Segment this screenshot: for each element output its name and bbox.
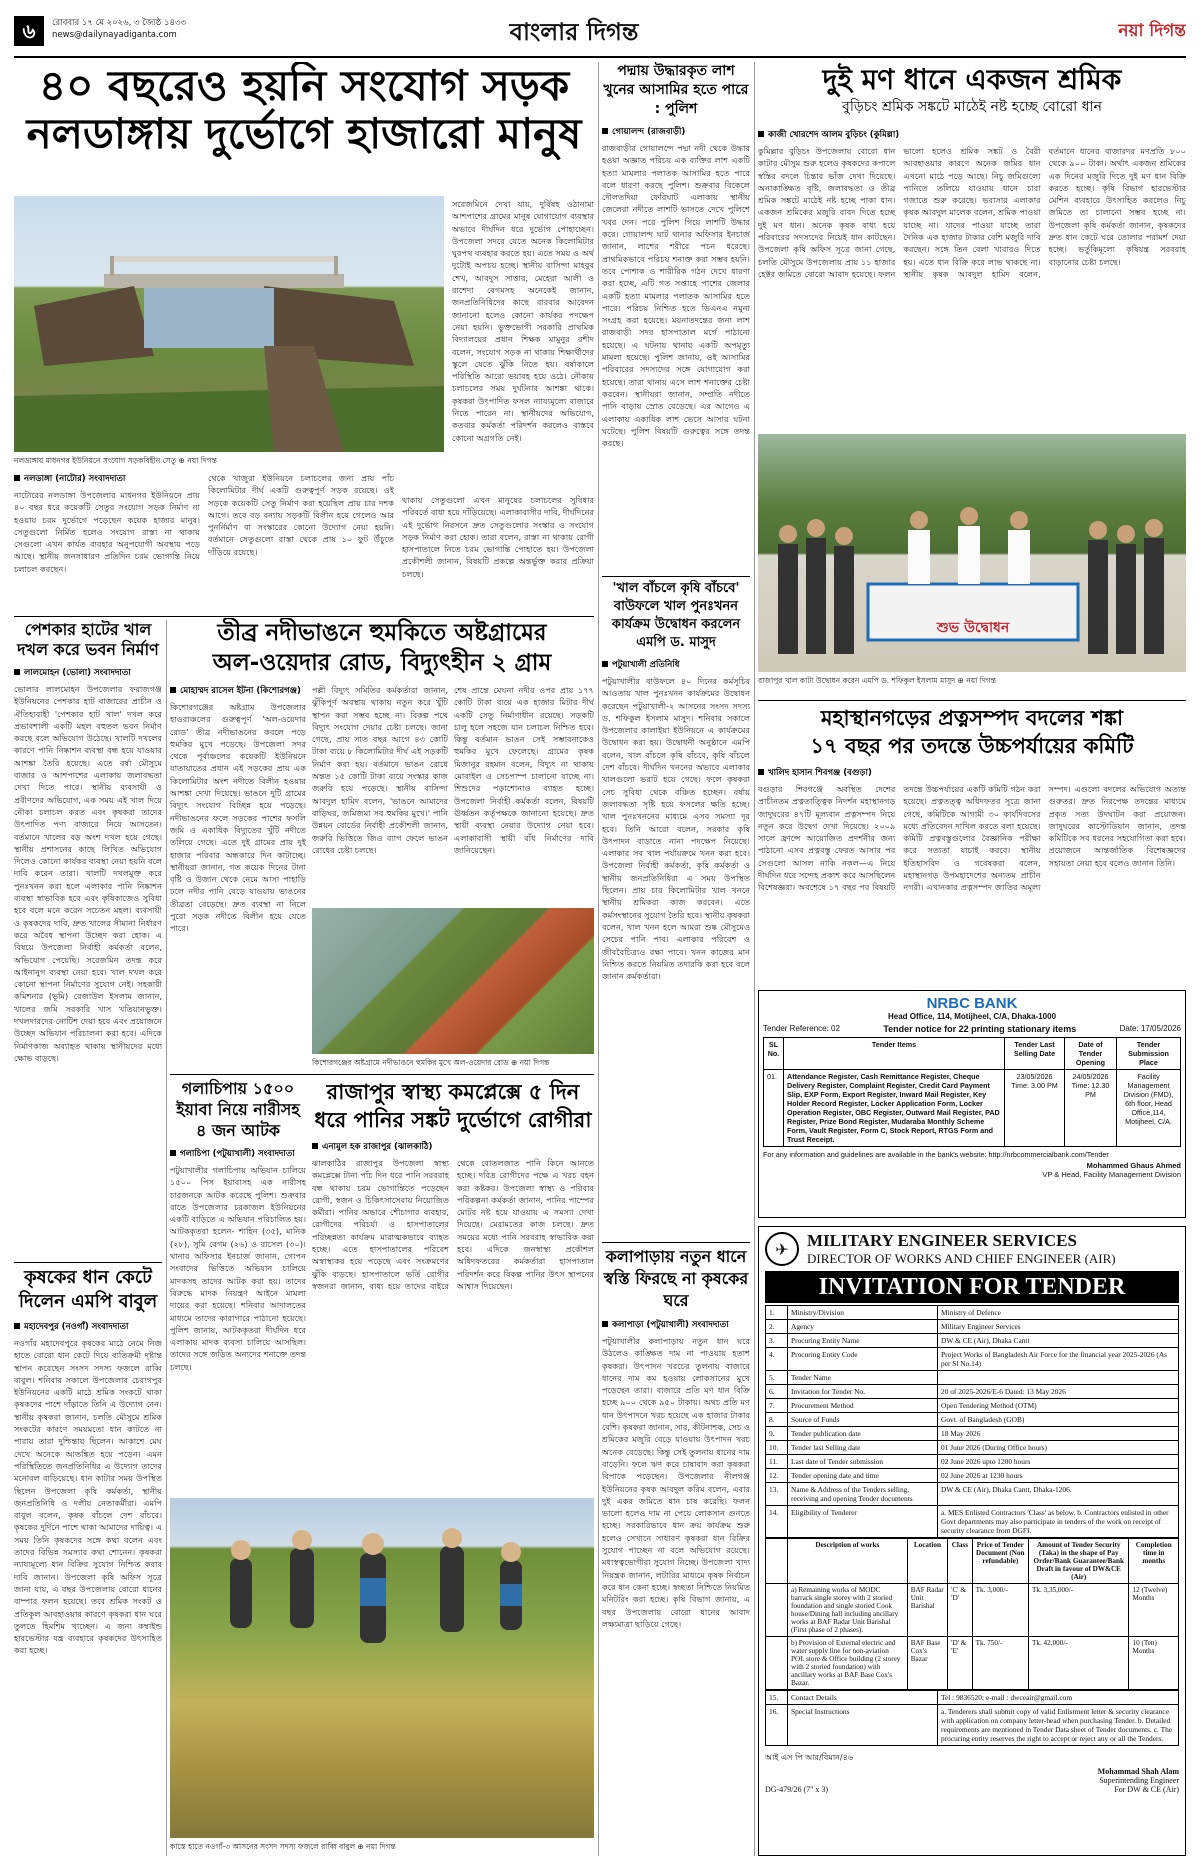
babul-body: নওগাঁর মহাদেবপুরে কৃষকের মাঠে নেমে নিজ হাতে বোরো ধান কেটে দিয়ে ব্যতিক্রমী দৃষ্টান্ত স্থাপন করেছেন সংসদ সদস্য ফজলে রাব্বি বাবুল। শনিবার সকালে উপজেলার চেরাগপুর ইউনিয়নের একটি মাঠে শ্রমিক সংকটে থাকা কৃষকদের পাশে দাঁড়াতে তিনি এ উদ্যোগ নেন। স্থানীয় কৃষকরা জানান, চলতি মৌসুমে শ্রমিক সংকটের কারণে সময়মতো ধান কাটতে না পারায় তারা দুশ্চিন্তায় ছিলেন। আকাশে মেঘ দেখে অনেকে আতঙ্কিত হয়ে পড়েন। এমন পরিস্থিতিতে জনপ্রতিনিধির এ উদ্যোগ তাদের মনোবল বাড়িয়েছে। ধান কাটার সময় উপস্থিত ছিলেন উপজেলা কৃষি কর্মকর্তা, স্থানীয় জনপ্রতিনিধি ও দলীয় নেতাকর্মীরা। এমপি বাবুল বলেন, কৃষক বাঁচলে দেশ বাঁচবে। কৃষকের দুর্দিনে পাশে থাকা আমাদের দায়িত্ব। এ সময় তিনি কৃষকদের সঙ্গে কথা বলেন এবং তাদের বিভিন্ন সমস্যার কথা শোনেন। কৃষকরা ন্যায্যমূল্যে ধান বিক্রির সুযোগ নিশ্চিত করার দাবি জানান। উপজেলা কৃষি অফিস সূত্রে জানা যায়, এ বছর উপজেলায় বোরো ধানের বাম্পার ফলন হয়েছে। তবে শ্রমিক সংকট ও প্রতিকূল আবহাওয়ার কারণে কৃষকরা ধান ঘরে তুলতে হিমশিম খাচ্ছেন। এ জন্য কম্বাইন্ড হারভেস্টার যন্ত্র ব্যবহারে কৃষকদের উৎসাহিত করা হচ্ছে।	[14, 1338, 162, 1656]
kalapara-byline: কলাপাড়া (পটুয়াখালী) সংবাদদাতা	[602, 1318, 750, 1332]
mahasthan-headline-2: ১৭ বছর পর তদন্তে উচ্চপর্যায়ের কমিটি	[810, 734, 1134, 758]
dui-mon-text: কুমিল্লার বুড়িচং উপজেলায় বোরো ধান কাটার মৌসুম শুরু হলেও কৃষকদের কপালে স্বস্তির বদলে চিন্তার ভাঁজ দেখা দিয়েছে। অনাকাঙ্ক্ষিত বৃষ্টি, জলাবদ্ধতা ও তীব্র শ্রমিক সঙ্কটে মাঠেই নষ্ট হচ্ছে পাকা ধান। একজন শ্রমিকের মজুরি বাবদ দিতে হচ্ছে দুই মণ ধান। অনেক কৃষক বাধ্য হয়ে পরিবারের সদস্যদের নিয়েই ধান কাটছেন। উপজেলা কৃষি অফিস সূত্রে জানা গেছে, চলতি মৌসুমে উপজেলায় প্রায় ১১ হাজার হেক্টর জমিতে বোরো আবাদ হয়েছে। ফলন ভালো হলেও শ্রমিক সঙ্কট ও বৈরী আবহাওয়ার কারণে অনেক জমির ধান এখনো মাঠে পড়ে আছে। নিচু জমিগুলো পানিতে তলিয়ে যাওয়ায় ধানে চারা গজাতে শুরু করেছে। ভরাসার এলাকার কৃষক আবদুল মালেক বলেন, শ্রমিক পাওয়া যাচ্ছে না। যাদের পাওয়া যাচ্ছে তারা দৈনিক এক হাজার টাকার বেশি মজুরি দাবি করছেন। সঙ্গে তিন বেলা খাবারও দিতে হয়। এতে ধান বিক্রি করে লাভ থাকছে না। স্থানীয় কৃষক আবদুল হামিদ বলেন, বর্তমানে ধানের বাজারদর মণপ্রতি ৮০০ থেকে ৯০০ টাকা। অর্থাৎ একজন শ্রমিকের এক দিনের মজুরি দিতে দুই মণ ধান বিক্রি করতে হচ্ছে। কৃষি বিভাগ হারভেস্টার মেশিন ব্যবহারে উৎসাহিত করলেও নিচু জমিতে তা চালানো সম্ভব হচ্ছে না। উপজেলা কৃষি কর্মকর্তা জানান, কৃষকদের দ্রুত ধান কেটে ঘরে তোলার পরামর্শ দেয়া হচ্ছে। ভর্তুকিমূল্যে কৃষিযন্ত্র সরবরাহ বাড়ানোর চেষ্টা চলছে।	[758, 146, 1186, 279]
article-peshkar	[14, 620, 162, 1260]
mes-works-table: Description of works Location Class Price of Tender Document (Non refundable) Amount of Tender Security (Taka) in the shape of Pay Order/Bank Guarantee/Bank Draft in favour of DW&CE (Air) Completion time in months a) Remaining works of MODC barrack single storey with 2 storied foundation and single storied Cook house/Dining hall including ancillary works at BAF Radar Unit Barishal (First phase of 2 phases). BAF Radar Unit Barishal 'C' & 'D' Tk. 3,000/- Tk. 3,35,000/- 12 (Twelve) Months b) Provision of External electric and water supply line for non-aviation POL store & Office building (2 storey with 2 storied foundation) with ancillary works at BAF Base Cox's Bazar. BAF Base Cox's Bazar 'D' & 'E' Tk. 750/- Tk. 42,000/- 10 (Ten) Months	[765, 1538, 1179, 1690]
nrbc-logo: NRBC BANK	[926, 995, 1018, 1012]
khal-inauguration-photo	[758, 434, 1186, 672]
mes-info-row: 3. Procuring Entity Name DW & CE (Air), Dhaka Cantt	[766, 1334, 1179, 1348]
nrbc-tender-ad	[758, 990, 1186, 1218]
dui-mon-byline: কাজী খোরশেদ আলম বুড়িচং (কুমিল্লা)	[758, 128, 1186, 142]
nrbc-ref: Tender Reference: 02	[763, 1024, 840, 1033]
rajapur-byline: এনামুল হক রাজাপুর (ঝালকাঠি)	[312, 1140, 594, 1154]
lead-body-col-2: থেকে খাজুরা ইউনিয়নে চলাচলের জন্য প্রায় পাঁচ কিলোমিটার দীর্ঘ একটি গুরুত্বপূর্ণ সড়ক রয়েছে। ওই সড়কে কয়েকটি সেতু নির্মাণ করা হয়েছিল প্রায় চার দশক আগে। তবে বড় বন্যায় সড়কটি বিলীন হয়ে গেলেও আর পুনর্নির্মাণ বা সংস্কারের কোনো উদ্যোগ নেয়া হয়নি। বর্তমানে সেতুগুলো রাস্তা থেকে প্রায় ১০ ফুট উঁচুতে দাঁড়িয়ে রয়েছে।	[208, 473, 394, 557]
lead-headline-line-1: ৪০ বছরেও হয়নি সংযোগ সড়ক	[38, 62, 570, 110]
nrbc-signatory: Mohammed Ghaus Ahmed	[1086, 1161, 1181, 1170]
galachipa-body: পটুয়াখালীর গলাচিপায় অভিযান চালিয়ে ১৫০০ পিস ইয়াবাসহ এক নারীসহ চারজনকে আটক করেছে পুলিশ। শুক্রবার রাতে উপজেলার চরকাজল ইউনিয়নের একটি বাড়িতে এ অভিযান পরিচালিত হয়। আটককৃতরা হলেন- শাহিন (৩৫), মানিক (২৮), সুমি বেগম (২৬) ও রাসেল (৩০)। থানার অফিসার ইনচার্জ জানান, গোপন সংবাদের ভিত্তিতে অভিযান চালিয়ে মাদকসহ তাদের আটক করা হয়। তাদের বিরুদ্ধে মাদক নিয়ন্ত্রণ আইনে মামলা দায়ের করা হয়েছে। শনিবার আদালতের মাধ্যমে তাদের কারাগারে পাঠানো হয়েছে। পুলিশ জানায়, আটককৃতরা দীর্ঘদিন ধরে এলাকায় মাদক ব্যবসা চালিয়ে আসছিল। তাদের সঙ্গে জড়িত অন্যদের শনাক্তে তদন্ত চলছে।	[170, 1165, 306, 1372]
babul-photo-caption: কাস্তে হাতে নওগাঁ-৩ আসনের সংসদ সদস্য ফজলে রাব্বি বাবুল ⊕ নয়া দিগন্ত	[170, 1842, 396, 1851]
logo: নয়া দিগন্ত	[1118, 21, 1186, 41]
river-body-1: কিশোরগঞ্জের অষ্টগ্রাম উপজেলার হাওরাঞ্চলের গুরুত্বপূর্ণ 'অল-ওয়েদার রোড' তীব্র নদীভাঙনের কবলে পড়ে হুমকির মুখে পড়েছে। উপজেলা সদর থেকে পূর্বাঞ্চলের কয়েকটি ইউনিয়নে যাতায়াতের প্রধান এই সড়কের প্রায় এক কিলোমিটার অংশ নদীতে বিলীন হওয়ার আশঙ্কা দেখা দিয়েছে। ভাঙনে দুটি গ্রামের বিদ্যুৎ সংযোগ বিচ্ছিন্ন হয়ে পড়েছে। নদীভাঙনের ফলে সড়কের পাশের ফসলি জমি ও একাধিক বিদ্যুতের খুঁটি নদীতে তলিয়ে গেছে। এতে দুই গ্রামের প্রায় দুই হাজার পরিবার অন্ধকারে দিন কাটাচ্ছে। স্থানীয়রা জানান, গত কয়েক দিনের টানা বৃষ্টি ও উজান থেকে নেমে আসা পাহাড়ি ঢলে নদীর পানি বেড়ে যাওয়ায় ভাঙনের তীব্রতা বেড়েছে। দ্রুত ব্যবস্থা না নিলে পুরো সড়ক নদীতে বিলীন হয়ে যেতে পারে।	[170, 702, 306, 934]
mes-info-row: 4. Procuring Entity Code Project Works of Bangladesh Air Force for the financial year 2025-2026 (As per Sl No.14)	[766, 1348, 1179, 1371]
river-col-3: শেষ প্রান্তে মেঘনা নদীর ওপর প্রায় ১৭৭ কোটি টাকা ব্যয়ে এক হাজার মিটার দীর্ঘ একটি সেতু নির্মাণাধীন রয়েছে। সড়কটি চালু হলে সহজে যান চলাচল নিশ্চিত হবে। কিন্তু বর্তমান ভাঙন সেই সম্ভাবনাকেও হুমকির মুখে ফেলেছে। গ্রামের কৃষক মিজানুর রহমান বলেন, বিদ্যুৎ না থাকায় মোবাইল ও সেচপাম্প চালানো যাচ্ছে না। শিশুদের পড়াশোনাও ব্যাহত হচ্ছে। উপজেলা নির্বাহী কর্মকর্তা বলেন, বিষয়টি ঊর্ধ্বতন কর্তৃপক্ষকে জানানো হয়েছে। দ্রুত স্থায়ী ব্যবস্থা নেয়ার উদ্যোগ নেয়া হবে। এলাকাবাসী স্থায়ী বাঁধ নির্মাণের দাবি জানিয়েছেন।	[454, 685, 594, 855]
river-byline: মোহাম্মদ রাসেল ইটনা (কিশোরগঞ্জ)	[170, 684, 306, 698]
river-headline-2: অল-ওয়েদার রোড, বিদ্যুৎহীন ২ গ্রাম	[212, 650, 552, 676]
mes-info-row: 10. Tender last Selling date 01 June 2026 (During Office hours)	[766, 1441, 1179, 1455]
galachipa-headline: গলাচিপায় ১৫০০ ইয়াবা নিয়ে নারীসহ ৪ জন আটক	[176, 1079, 300, 1140]
khal-photo-caption: রাজাপুর খাল কাটা উদ্বোধন করেন এমপি ড. শফিকুল ইসলাম মাসুদ ⊕ নয়া দিগন্ত	[758, 676, 996, 685]
lead-body-col-3: থাকায় সেতুগুলো এখন মানুষের চলাচলের সুবিধার পরিবর্তে বাধা হয়ে দাঁড়িয়েছে। এলাকাবাসীর দাবি, দীর্ঘদিনের এই দুর্ভোগ নিরসনে দ্রুত সেতুগুলোর সংস্কার ও সংযোগ সড়ক নির্মাণ করা হোক। তারা বলেন, রাস্তা না থাকায় রোগী হাসপাতালে নিতে চরম ভোগান্তি পোহাতে হয়। উপজেলা প্রকৌশলী জানান, বিষয়টি প্রকল্পে অন্তর্ভুক্ত করার প্রক্রিয়া চলছে।	[402, 495, 594, 579]
rajapur-headline: রাজাপুর স্বাস্থ্য কমপ্লেক্সে ৫ দিন ধরে পানির সঙ্কট দুর্ভোগে রোগীরা	[314, 1080, 592, 1132]
khal-body: পটুয়াখালীর বাউফলে ৪০ দিনের কর্মসূচির আওতায় খাল পুনঃখনন কার্যক্রমের উদ্বোধন করেছেন পটুয়াখালী-২ আসনের সংসদ সদস্য ড. শফিকুল ইসলাম মাসুদ। শনিবার সকালে উপজেলার কালাইয়া ইউনিয়নে এ কার্যক্রমের উদ্বোধন করা হয়। উদ্বোধনী অনুষ্ঠানে এমপি বলেন, খাল বাঁচলে কৃষি বাঁচবে, কৃষি বাঁচলে দেশ বাঁচবে। দীর্ঘদিন খননের অভাবে এলাকার খালগুলো ভরাট হয়ে গেছে। ফলে কৃষকরা সেচ সুবিধা থেকে বঞ্চিত হচ্ছেন। বর্ষায় জলাবদ্ধতা সৃষ্টি হয়ে ফসলের ক্ষতি হচ্ছে। খাল পুনঃখননের মাধ্যমে এসব সমস্যা দূর হবে। তিনি আরো বলেন, সরকার কৃষি উৎপাদন বাড়াতে নানা পদক্ষেপ নিয়েছে। এলাকার সব খাল পর্যায়ক্রমে খনন করা হবে। উপজেলা নির্বাহী কর্মকর্তা, কৃষি কর্মকর্তা ও স্থানীয় জনপ্রতিনিধিরা এ সময় উপস্থিত ছিলেন। প্রায় চার কিলোমিটার খাল খননে স্থানীয় শ্রমিকরা কাজ করবেন। এতে কর্মসংস্থানের সুযোগ তৈরি হবে। স্থানীয় কৃষকরা বলেন, খাল খনন হলে আমরা শুষ্ক মৌসুমেও সেচের পানি পাব। এলাকার পরিবেশ ও জীববৈচিত্র্যও রক্ষা পাবে। খনন কাজের মান নিশ্চিত করতে নিয়মিত তদারকি করা হবে বলে জানান কর্মকর্তারা।	[602, 676, 750, 982]
galachipa-byline: গলাচিপা (পটুয়াখালী) সংবাদদাতা	[170, 1147, 306, 1161]
mes-org-1: MILITARY ENGINEER SERVICES	[807, 1231, 1077, 1250]
lead-side-text: সরেজমিনে দেখা যায়, দুর্বিষহ ওঠানামা আশপাশের গ্রামের মানুষ যোগাযোগ ব্যবস্থার অভাবে দীর্ঘদিন ধরে দুর্ভোগ পোহাচ্ছেন। উপজেলা সদরে যেতে অনেক কিলোমিটার ঘুরপথ ব্যবহার করতে হয়। এতে সময় ও অর্থ দুটোই অপচয় হচ্ছে। স্থানীয় বাসিন্দা মাহবুব শেখ, আবদুস সাত্তার, মেহেরা আলী ও রাশেদা বেগমসহ অনেকেই জানান, জনপ্রতিনিধিদের কাছে বারবার আবেদন জানানো হলেও কোনো কার্যকর পদক্ষেপ নেয়া হয়নি। ভুক্তভোগী সরকারি প্রাথমিক বিদ্যালয়ের প্রধান শিক্ষক মামুনুর রশীদ বলেন, সংযোগ সড়ক না থাকায় শিক্ষার্থীদের স্কুলে যেতে ঝুঁকি নিতে হয়। বর্ষাকালে পরিস্থিতি আরো ভয়াবহ হয়ে ওঠে। নৌকায় চলাচলের সময় দুর্ঘটনার আশঙ্কা থাকে। কৃষকরা উৎপাদিত ফসল ন্যায্যমূল্যে বাজারে নিতে পারেন না। স্থানীয়দের অভিযোগ, কতবার কর্মকর্তা পরিদর্শন করলেও বাস্তবে কোনো অগ্রগতি নেই।	[452, 199, 594, 443]
mes-info-row: 12. Tender opening date and time 02 June 2026 at 1230 hours	[766, 1469, 1179, 1483]
nrbc-signatory-title: VP & Head, Facility Management Division	[1042, 1170, 1181, 1179]
river-col-2: পল্লী বিদ্যুৎ সমিতির কর্মকর্তারা জানান, ঝুঁকিপূর্ণ অবস্থায় থাকায় নতুন করে খুঁটি স্থাপন করা সম্ভব হচ্ছে না। বিকল্প পথে বিদ্যুৎ সংযোগ দেয়ার চেষ্টা চলছে। জানা গেছে, প্রায় সাত বছর আগে ৪৩ কোটি টাকা ব্যয়ে ৮ কিলোমিটার দীর্ঘ এই সড়কটি নির্মাণ করা হয়। বর্তমানে ভাঙন রোধে অন্তত ১৫ কোটি টাকা ব্যয়ে সংস্কার কাজ জরুরি হয়ে পড়েছে। স্থানীয় বাসিন্দা আবদুল হামিদ বলেন, 'ভাঙনে আমাদের বাড়িঘর, জমিজমা সব হুমকির মুখে।' পানি উন্নয়ন বোর্ডের নির্বাহী প্রকৌশলী জানান, জরুরি ভিত্তিতে জিও ব্যাগ ফেলে ভাঙন রোধের চেষ্টা চলছে।	[312, 685, 448, 855]
article-mahasthan	[758, 704, 1186, 984]
date-line: রোববার ১৭ মে ২০২৬, ৩ জ্যৈষ্ঠ ১৪৩৩	[52, 18, 187, 28]
mes-info-table	[765, 1305, 1179, 1538]
khal-headline: 'খাল বাঁচলে কৃষি বাঁচবে' বাউফলে খাল পুনঃখনন কার্যক্রম উদ্বোধন করলেন এমপি ড. মাসুদ	[611, 581, 741, 650]
lead-headline	[14, 62, 594, 160]
mes-info-row: 1. Ministry/Division Ministry of Defence	[766, 1306, 1179, 1320]
kalapara-body: পটুয়াখালীর কলাপাড়ায় নতুন ধান ঘরে উঠলেও কাঙ্ক্ষিত দাম না পাওয়ায় হতাশ কৃষকরা। উৎপাদন খরচের তুলনায় বাজারে ধানের দাম কম হওয়ায় লোকসানের মুখে পড়েছেন তারা। বাজারে প্রতি মণ ধান বিক্রি হচ্ছে ৯০০ থেকে ৯৫০ টাকায়। অথচ প্রতি মণ ধান উৎপাদনে খরচ হয়েছে এক হাজার টাকার বেশি। কৃষকরা জানান, সার, কীটনাশক, সেচ ও শ্রমিকের মজুরি বেড়ে যাওয়ায় উৎপাদন খরচ অনেক বেড়েছে। কিন্তু সেই তুলনায় ধানের দাম বাড়েনি। ফলে ঋণ করে চাষাবাদ করা কৃষকরা বিপাকে পড়েছেন। উপজেলার নীলগঞ্জ ইউনিয়নের কৃষক আবদুল করিম বলেন, এবার দুই একর জমিতে ধান চাষ করেছি। ফলন ভালো হলেও দাম না পেয়ে লোকসান গুনতে হচ্ছে। সরকারিভাবে ধান ক্রয় কার্যক্রম শুরু হলেও সেখানে সাধারণ কৃষকরা ধান বিক্রির সুযোগ পাচ্ছেন না বলে অভিযোগ রয়েছে। মধ্যস্বত্বভোগীরা সুযোগ নিচ্ছে। উপজেলা খাদ্য নিয়ন্ত্রক জানান, লটারির মাধ্যমে কৃষক নির্বাচন করে ধান কেনা হচ্ছে। স্বচ্ছতা নিশ্চিতে নিয়মিত মনিটরিং করা হচ্ছে। কৃষি বিভাগ জানায়, এ বছর উপজেলায় বোরো ধানের আবাদ লক্ষ্যমাত্রা ছাড়িয়ে গেছে।	[602, 1336, 750, 1629]
river-photo-caption: কিশোরগঞ্জের অষ্টগ্রামে নদীভাঙনে হুমকির মুখে অল-ওয়েদার রোড ⊕ নয়া দিগন্ত	[312, 1058, 550, 1067]
lead-body-1: নাটোরের নলডাঙ্গা উপজেলার মাধনগর ইউনিয়নে প্রায় ৪০ বছর ধরে কয়েকটি সেতুর সংযোগ সড়ক নির্মাণ না হওয়ায় চরম দুর্ভোগে পড়েছেন কয়েক হাজার মানুষ। সেতুগুলো নির্মিত হলেও সংযোগ রাস্তা না থাকায় সেগুলো এখন কার্যত ব্যবহার অনুপযোগী অবস্থায় পড়ে আছে। স্থানীয় জনসাধারণ প্রতিদিন চরম ভোগান্তি নিয়ে চলাচল করছেন।	[14, 490, 200, 574]
lead-photo	[14, 196, 444, 452]
mahasthan-headline-1: মহাস্থানগড়ের প্রত্নসম্পদ বদলের শঙ্কা	[820, 706, 1124, 730]
mahasthan-byline: খালিদ হাসান শিবগঞ্জ (বগুড়া)	[758, 766, 1186, 780]
dui-mon-body	[758, 128, 1186, 428]
kalapara-headline: কলাপাড়ায় নতুন ধানে স্বস্তি ফিরছে না কৃষকের ঘরে	[603, 1247, 749, 1310]
padma-byline: গোয়ালন্দ (রাজবাড়ী)	[602, 125, 750, 139]
mes-org-2: DIRECTOR OF WORKS AND CHIEF ENGINEER (AIR)	[807, 1251, 1116, 1266]
section-title: বাংলার দিগন্ত	[509, 18, 639, 46]
mes-info-row: 2. Agency Military Engineer Services	[766, 1320, 1179, 1334]
mes-info-row: 8. Source of Funds Govt. of Bangladesh (GOB)	[766, 1413, 1179, 1427]
mes-emblem-icon: ✈	[765, 1232, 799, 1266]
article-dui-mon	[758, 62, 1186, 122]
padma-headline: পদ্মায় উদ্ধারকৃত লাশ খুনের আসামির হতে পারে : পুলিশ	[603, 63, 749, 117]
river-col-1	[170, 684, 306, 1064]
dui-mon-subhead: বুড়িচং শ্রমিক সঙ্কটে মাঠেই নষ্ট হচ্ছে বোরো ধান	[842, 99, 1102, 115]
mes-info-row: 5. Tender Name	[766, 1371, 1179, 1385]
mes-signatory-title-1: Superintending Engineer	[1099, 1776, 1179, 1785]
mes-work-row: a) Remaining works of MODC barrack single storey with 2 storied foundation and single storied Cook house/Dining hall including ancillary works at BAF Radar Unit Barishal (First phase of 2 phases). BAF Radar Unit Barishal 'C' & 'D' Tk. 3,000/- Tk. 3,35,000/- 12 (Twelve) Months	[766, 1584, 1179, 1637]
mahasthan-body: বগুড়ার শিবগঞ্জে অবস্থিত দেশের প্রাচীনতম প্রত্নতাত্ত্বিক নিদর্শন মহাস্থানগড় জাদুঘরের ৪৭টি মূল্যবান প্রত্নসম্পদ নিয়ে নতুন করে উদ্বেগ দেখা দিয়েছে। ২০০৯ সালে ফ্রান্সে আয়োজিত প্রদর্শনীর জন্য পাঠানো এসব প্রত্নবস্তু ফেরত আসার পর সেগুলো আসল নাকি নকল—এ নিয়ে দীর্ঘদিন ধরে সন্দেহ প্রকাশ করে আসছিলেন বিশেষজ্ঞরা। অবশেষে ১৭ বছর পর বিষয়টি তদন্তে উচ্চপর্যায়ের একটি কমিটি গঠন করা হয়েছে। প্রত্নতত্ত্ব অধিদফতর সূত্রে জানা গেছে, কমিটিকে আগামী ৩০ কার্যদিবসের মধ্যে প্রতিবেদন দাখিল করতে বলা হয়েছে। কমিটি প্রত্নবস্তুগুলোর বৈজ্ঞানিক পরীক্ষা করে সত্যতা যাচাই করবে। স্থানীয় ইতিহাসবিদ ও গবেষকরা বলেন, মহাস্থানগড় উপমহাদেশের অন্যতম প্রাচীন নগরী। এখানকার প্রত্নসম্পদ জাতির অমূল্য সম্পদ। এগুলো বদলের অভিযোগ অত্যন্ত গুরুতর। দ্রুত নিরপেক্ষ তদন্তের মাধ্যমে প্রকৃত সত্য উদঘাটন করা প্রয়োজন। জাদুঘরের কাস্টোডিয়ান জানান, তদন্ত কমিটিকে সব ধরনের সহযোগিতা করা হবে। প্রয়োজনে আন্তর্জাতিক বিশেষজ্ঞদের সহায়তা নেয়া হবে বলেও জানান তিনি।	[758, 784, 1186, 893]
article-galachipa	[170, 1078, 306, 1498]
mes-info-row: 13. Name & Address of the Tenders selling, receiving and opening Tender documents DW & CE (Air), Dhaka Cantt, Dhaka-1206.	[766, 1483, 1179, 1506]
mes-info-row: 11. Last date of Tender submission 02 June 2026 upto 1200 hours	[766, 1455, 1179, 1469]
mes-footer-table: 15. Contact Details Tel : 9836520; e-mail : dwceair@gmail.com 16. Special Instructions a. Tenderers shall submit copy of valid Enlistment letter & security clearance with application on company letter-head when purchasing Tender. b. Detailed requirements are mentioned in Tender Data sheet of Tender documents. c. The procuring entity reserves the right to accept or reject any or all the Tenders.	[765, 1690, 1179, 1746]
mes-tender-ad	[758, 1226, 1186, 1856]
mes-info-row: 6. Invitation for Tender No. 20 of 2025-2026/E-6 Dated: 13 May 2026	[766, 1385, 1179, 1399]
article-rajapur	[312, 1078, 594, 1498]
river-photo	[312, 908, 594, 1054]
nrbc-title: Tender notice for 22 printing stationary items	[883, 1024, 1077, 1034]
lead-byline: নলডাঙ্গা (নাটোর) সংবাদদাতা	[14, 472, 200, 486]
river-headline-1: তীব্র নদীভাঙনে হুমকিতে অষ্টগ্রামের	[217, 620, 547, 646]
peshkar-byline: লালমোহন (ভোলা) সংবাদদাতা	[14, 666, 162, 680]
article-khal	[602, 580, 750, 1240]
article-babul	[14, 1266, 162, 1856]
nrbc-date: Date: 17/05/2026	[1119, 1024, 1181, 1033]
babul-photo	[170, 1498, 594, 1838]
khal-byline: পটুয়াখালী প্রতিনিধি	[602, 658, 750, 672]
mes-isp: আই এস পি আর/বিমান/৪৬	[765, 1753, 854, 1762]
rajapur-body: ঝালকাঠির রাজাপুর উপজেলা স্বাস্থ্য কমপ্লেক্সে টানা পাঁচ দিন ধরে পানি সরবরাহ বন্ধ থাকায় চরম ভোগান্তিতে পড়েছেন রোগী, স্বজন ও চিকিৎসাসেবায় নিয়োজিত কর্মীরা। পানির অভাবে শৌচাগার ব্যবহার, রোগীদের পরিচর্যা ও হাসপাতালের পরিচ্ছন্নতা কার্যক্রম মারাত্মকভাবে ব্যাহত হচ্ছে। এতে হাসপাতালের পরিবেশ অস্বাস্থ্যকর হয়ে পড়েছে এবং সংক্রমণের ঝুঁকি বাড়ছে। হাসপাতালে ভর্তি রোগীর স্বজনরা জানান, বাধ্য হয়ে তাদের বাইরে থেকে বোতলজাত পানি কিনে আনতে হচ্ছে। দরিদ্র রোগীদের পক্ষে এ খরচ বহন করা কষ্টকর। উপজেলা স্বাস্থ্য ও পরিবার পরিকল্পনা কর্মকর্তা জানান, পানির পাম্পের মোটর নষ্ট হয়ে যাওয়ায় এ সমস্যা দেখা দিয়েছে। মেরামতের কাজ চলছে। দ্রুত সময়ের মধ্যে পানি সরবরাহ স্বাভাবিক করা হবে। এদিকে জনস্বাস্থ্য প্রকৌশল অধিদফতরের কর্মকর্তারা হাসপাতাল পরিদর্শন করে বিকল্প পানির উৎস স্থাপনের আশ্বাস দিয়েছেন।	[312, 1158, 594, 1291]
masthead	[14, 14, 1186, 54]
banner-text: শুভ উদ্বোধন	[936, 620, 1010, 636]
mes-dg-number: DG-479/26 (7" x 3)	[765, 1785, 829, 1794]
padma-body: রাজবাড়ীর গোয়ালন্দে পদ্মা নদী থেকে উদ্ধার হওয়া অজ্ঞাত পরিচয় এক ব্যক্তির লাশ একটি হত্যা মামলার পলাতক আসামির হতে পারে বলে ধারণা করছে পুলিশ। শুক্রবার বিকেলে দৌলতদিয়া ফেরিঘাট এলাকায় স্থানীয় জেলেরা নদীতে লাশটি ভাসতে দেখে পুলিশে খবর দেন। পরে পুলিশ গিয়ে লাশটি উদ্ধার করে। গোয়ালন্দ ঘাট থানার অফিসার ইনচার্জ জানান, লাশের শরীরে পচন ধরেছে। প্রাথমিকভাবে পরিচয় শনাক্ত করা সম্ভব হয়নি। তবে পোশাক ও শারীরিক গঠন দেখে ধারণা করা হচ্ছে, এটি গত সপ্তাহে পাশের জেলার একটি হত্যা মামলার পলাতক আসামির হতে পারে। পরিচয় নিশ্চিত হতে ডিএনএ নমুনা সংগ্রহ করা হয়েছে। ময়নাতদন্তের জন্য লাশ রাজবাড়ী সদর হাসপাতাল মর্গে পাঠানো হয়েছে। এ ঘটনায় থানায় একটি অপমৃত্যু মামলা হয়েছে। পুলিশ জানায়, ওই আসামির পরিবারের সদস্যদের সঙ্গে যোগাযোগ করা হয়েছে। তারা থানায় এসে লাশ শনাক্তের চেষ্টা করবেন। স্থানীয়রা জানান, সম্প্রতি নদীতে পানি বাড়ায় স্রোত বেড়েছে। এর আগেও এ এলাকায় একাধিক লাশ ভেসে আসার ঘটনা ঘটেছে। পুলিশ বিষয়টি গুরুত্বের সঙ্গে তদন্ত করছে।	[602, 143, 750, 449]
lead-photo-caption: নলডাঙ্গায় মাধনগর ইউনিয়নে সংযোগ সড়কবিহীন সেতু ⊕ নয়া দিগন্ত	[14, 456, 217, 465]
mes-title: INVITATION FOR TENDER	[765, 1271, 1179, 1303]
peshkar-body: ভোলার লালমোহন উপজেলার ফরাজগঞ্জ ইউনিয়নের পেশকার হাট বাজারের প্রাচীন ও ঐতিহ্যবাহী 'পেশকার হাট খাল' দখল করে প্রভাবশালী একটি মহল বহুতল ভবন নির্মাণ করছে বলে অভিযোগ উঠেছে। খালটি দখলের কারণে পানি নিষ্কাশন ব্যবস্থা বন্ধ হয়ে যাওয়ার আশঙ্কা তৈরি হয়েছে। এতে বর্ষা মৌসুমে বাজার ও আশপাশের এলাকায় জলাবদ্ধতা দেখা দিতে পারে। স্থানীয় ব্যবসায়ী ও প্রবীণদের অভিযোগ, এক সময় এই খাল দিয়ে নৌকা চলাচল করত এবং কৃষকরা তাদের উৎপাদিত পণ্য বাজারে নিয়ে আসতেন। বর্তমানে খালের বড় অংশ দখল হয়ে গেছে। স্থানীয় প্রশাসনের কাছে লিখিত অভিযোগ দিলেও কোনো কার্যকর ব্যবস্থা নেয়া হয়নি বলে দাবি করেন তারা। খালটি দখলমুক্ত করে পুনঃখনন করা হলে এলাকার পানি নিষ্কাশন ব্যবস্থা স্বাভাবিক হবে এবং কৃষিকাজেও সুবিধা হবে বলে মনে করেন সচেতন মহল। ব্যবসায়ী ও কৃষকদের দাবি, দ্রুত খালের সীমানা নির্ধারণ করে অবৈধ স্থাপনা উচ্ছেদ করা হোক। এ বিষয়ে উপজেলা নির্বাহী কর্মকর্তা বলেন, অভিযোগ পেয়েছি। সরেজমিন তদন্ত করে আইনানুগ ব্যবস্থা নেয়া হবে। খাল দখল করে কোনো স্থাপনা নির্মাণের সুযোগ নেই। সহকারী কমিশনার (ভূমি) রেজাউল ইসলাম জানান, খালের জমি সরকারি খাস খতিয়ানভুক্ত। দখলদারদের নোটিশ দেয়া হবে এবং প্রয়োজনে উচ্ছেদ অভিযান পরিচালনা করা হবে। এদিকে নির্মাণকাজ অব্যাহত থাকায় স্থানীয়দের মধ্যে ক্ষোভ বাড়ছে।	[14, 684, 162, 1063]
nrbc-footer[interactable]: For any information and guidelines are available in the bank's website: http://nrbcommercialbank.com/Tender	[763, 1150, 1109, 1159]
article-kalapara	[602, 1246, 750, 1856]
mes-signatory-title-2: For DW & CE (Air)	[1114, 1785, 1179, 1794]
bridge-illustration	[14, 196, 444, 452]
email[interactable]: news@dailynayadiganta.com	[52, 30, 177, 40]
harvest-illustration	[170, 1498, 594, 1838]
lead-body-col-1	[14, 472, 200, 612]
mes-work-row: b) Provision of External electric and water supply line for non-aviation POL store & Office building (2 storey with 2 storied foundation) with ancillary works at BAF Base Cox's Bazar. BAF Base Cox's Bazar 'D' & 'E' Tk. 750/- Tk. 42,000/- 10 (Ten) Months	[766, 1637, 1179, 1690]
dui-mon-headline: দুই মণ ধানে একজন শ্রমিক	[822, 63, 1122, 96]
babul-headline: কৃষকের ধান কেটে দিলেন এমপি বাবুল	[18, 1267, 158, 1312]
nrbc-table: SL No. Tender Items Tender Last Selling Date Date of Tender Opening Tender Submission Place 01. Attendance Register, Cash Remittance Register, Cheque Delivery Register, Complaint Register, Credit Card Payment Slip, EXP Form, Export Register, Inward Mail Register, Key Holder Record Register, Locker Application Form, Locker Operation Register, OBC Register, Outward Mail Register, PAD Register, Prize Bond Register, Mudaraba Monthly Scheme Form, Vault Register, Form C, Stock Report, RTGS Form and Trust Receipt. 23/05/2026 Time: 3.00 PM 24/05/2026 Time: 12.30 PM Facility Management Division (FMD), 6th floor, Head Office,114, Motijheel, C/A.	[763, 1037, 1181, 1147]
nrbc-address: Head Office, 114, Motijheel, C/A, Dhaka-1000	[887, 1012, 1057, 1021]
mes-info-row: 9. Tender publication date 18 May 2026	[766, 1427, 1179, 1441]
page-number: ৬	[14, 16, 44, 46]
mes-info-row: 7. Procurement Method Open Tendering Method (OTM)	[766, 1399, 1179, 1413]
babul-byline: মহাদেবপুর (নওগাঁ) সংবাদদাতা	[14, 1320, 162, 1334]
mes-info-row: 14. Eligibility of Tenderer a. MES Enlisted Contractors 'Class' as below. b. Contractors enlisted in other Govt departments may also participate in tenders of the work on receipt of security clearance from DGFI.	[766, 1506, 1179, 1538]
peshkar-headline: পেশকার হাটের খাল দখল করে ভবন নির্মাণ	[17, 620, 159, 659]
article-padma	[602, 62, 750, 572]
mes-signatory: Mohammad Shah Alam	[1097, 1767, 1179, 1776]
lead-headline-line-2: নলডাঙ্গায় দুর্ভোগে হাজারো মানুষ	[26, 109, 582, 158]
